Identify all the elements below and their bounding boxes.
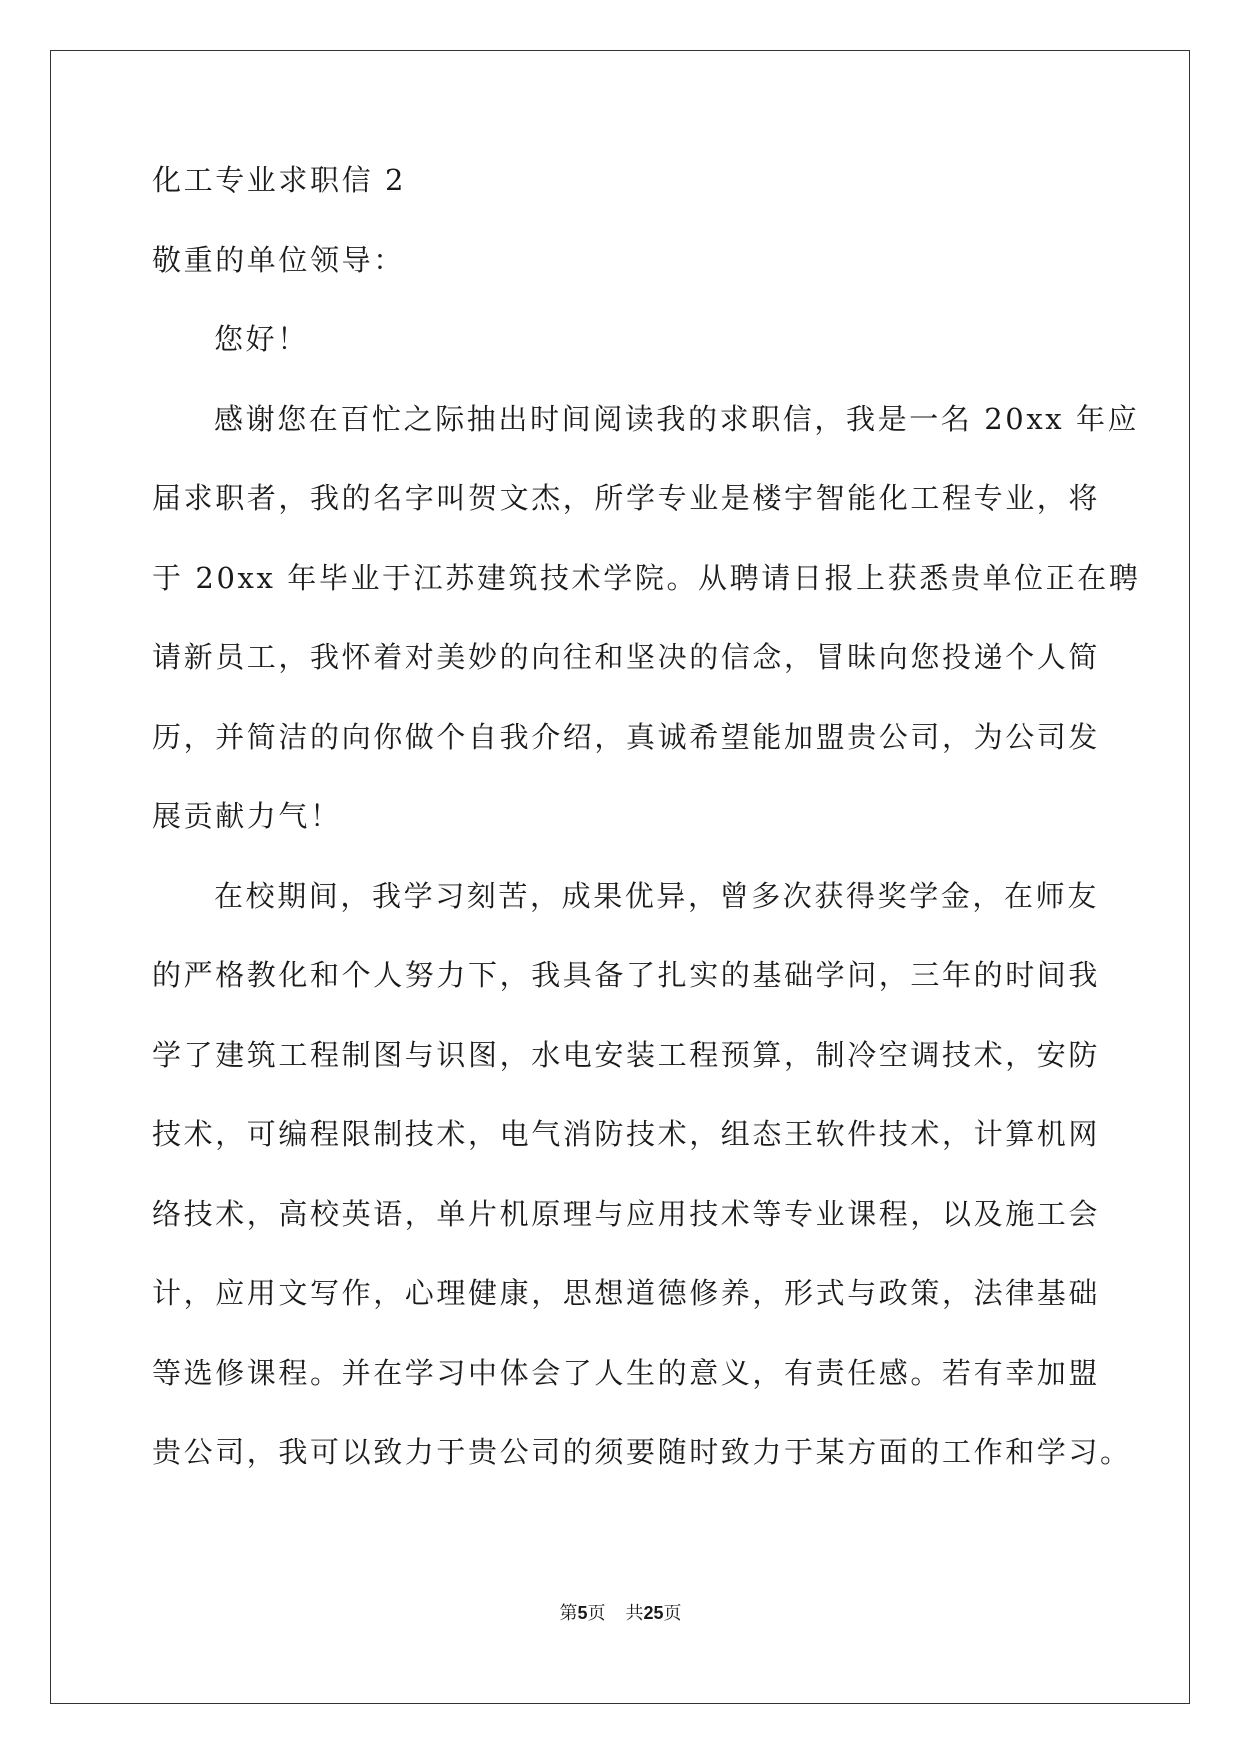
paragraph-line: 贵公司，我可以致力于贵公司的须要随时致力于某方面的工作和学习。 bbox=[152, 1435, 1132, 1469]
document-title: 化工专业求职信 2 bbox=[152, 163, 407, 197]
page-prefix: 第 bbox=[559, 1603, 578, 1624]
paragraph-line: 届求职者，我的名字叫贺文杰，所学专业是楼宇智能化工程专业，将 bbox=[152, 481, 1101, 515]
paragraph-line: 展贡献力气！ bbox=[152, 799, 342, 833]
greeting: 您好！ bbox=[214, 322, 309, 356]
page-number: 5 bbox=[577, 1603, 588, 1623]
paragraph-line: 请新员工，我怀着对美妙的向往和坚决的信念，冒昧向您投递个人简 bbox=[152, 640, 1101, 674]
paragraph-line: 等选修课程。并在学习中体会了人生的意义，有责任感。若有幸加盟 bbox=[152, 1355, 1101, 1390]
total-pages: 25 bbox=[643, 1603, 664, 1623]
paragraph-2 bbox=[152, 878, 1132, 1518]
letter-body bbox=[152, 163, 1141, 1518]
paragraph-line: 学了建筑工程制图与识图，水电安装工程预算，制冷空调技术，安防 bbox=[152, 1037, 1101, 1072]
paragraph-line: 计，应用文写作，心理健康，思想道德修养，形式与政策，法律基础 bbox=[152, 1276, 1101, 1310]
total-suffix: 页 bbox=[663, 1603, 682, 1624]
paragraph-line: 历，并简洁的向你做个自我介绍，真诚希望能加盟贵公司，为公司发 bbox=[152, 719, 1101, 754]
total-prefix: 共 bbox=[625, 1603, 644, 1624]
paragraph-1 bbox=[152, 401, 1141, 882]
paragraph-line: 感谢您在百忙之际抽出时间阅读我的求职信，我是一名 20xx 年应 bbox=[214, 401, 1140, 436]
paragraph-line: 在校期间，我学习刻苦，成果优异，曾多次获得奖学金，在师友 bbox=[214, 878, 1099, 913]
paragraph-line: 于 20xx 年毕业于江苏建筑技术学院。从聘请日报上获悉贵单位正在聘 bbox=[152, 560, 1141, 595]
paragraph-line: 的严格教化和个人努力下，我具备了扎实的基础学问，三年的时间我 bbox=[152, 958, 1101, 992]
salutation: 敬重的单位领导： bbox=[152, 242, 405, 277]
paragraph-line: 技术，可编程限制技术，电气消防技术，组态王软件技术，计算机网 bbox=[152, 1117, 1101, 1151]
paragraph-line: 络技术，高校英语，单片机原理与应用技术等专业课程，以及施工会 bbox=[152, 1196, 1101, 1231]
page-suffix: 页 bbox=[587, 1603, 606, 1624]
page-footer bbox=[0, 1599, 1241, 1625]
